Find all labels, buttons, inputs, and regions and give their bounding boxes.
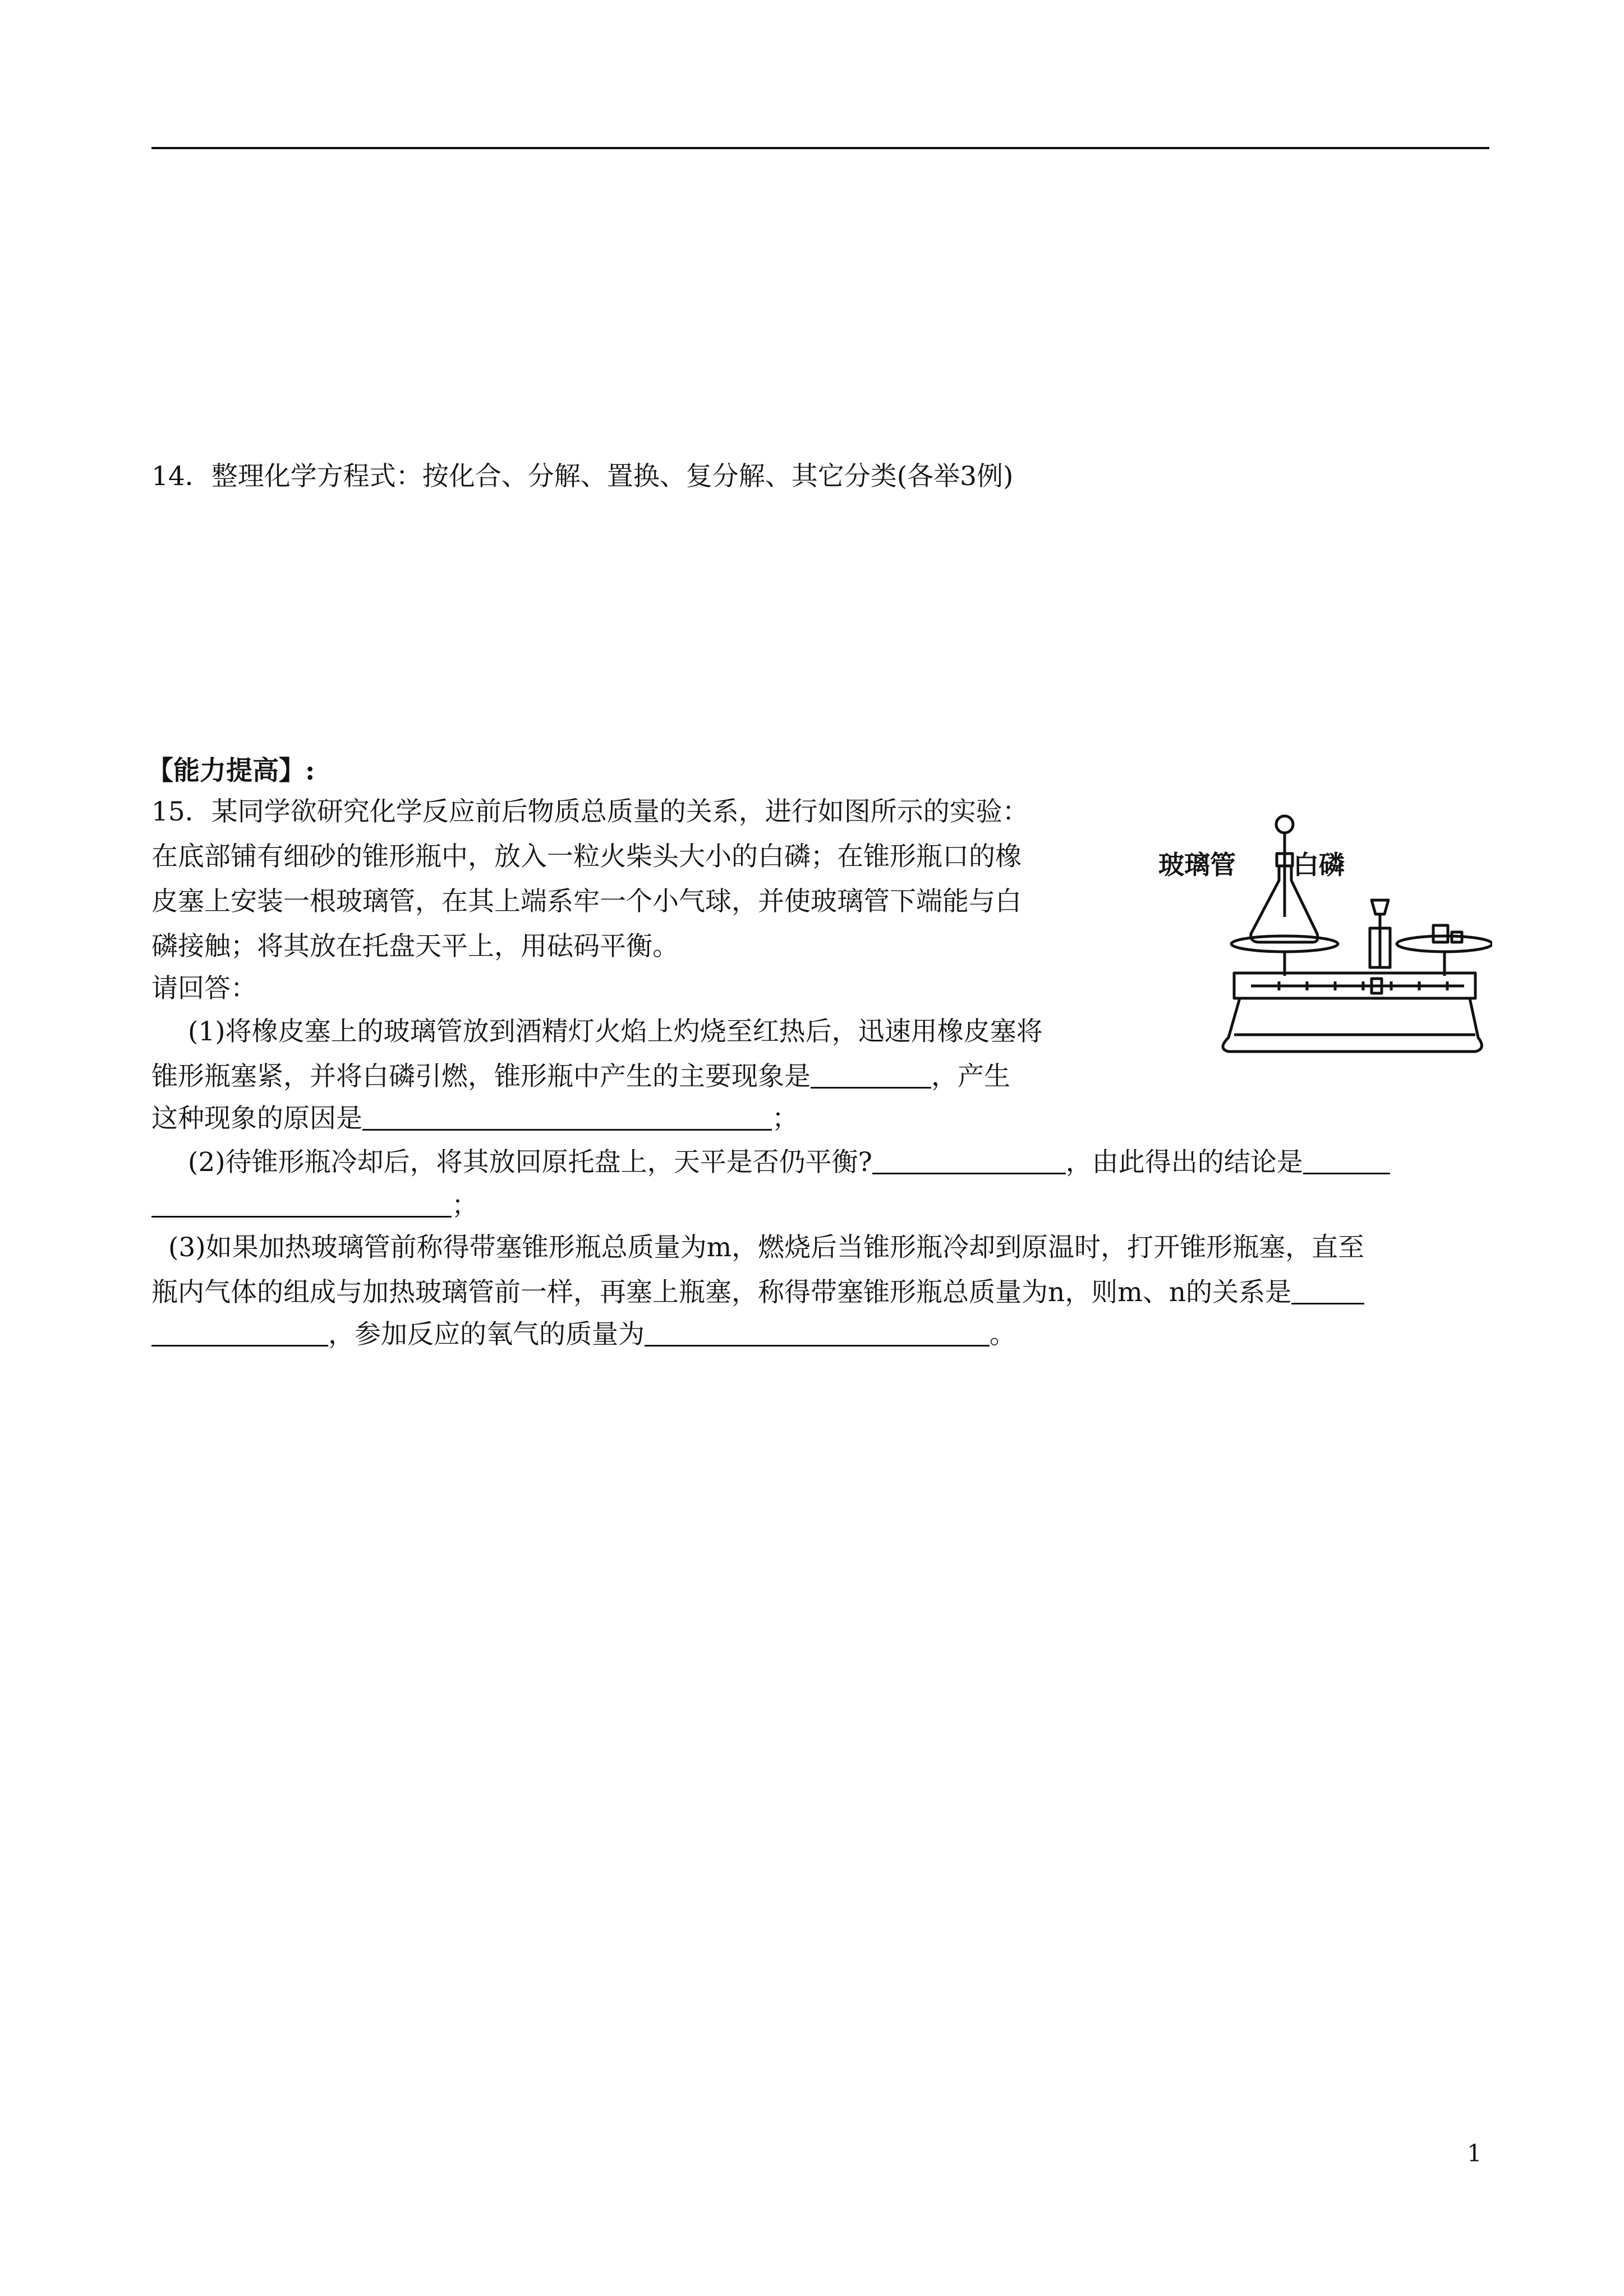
section-title: 【能力提高】:	[147, 755, 315, 786]
q15-part2-text-a: (2)待锥形瓶冷却后，将其放回原托盘上，天平是否仍平衡?	[188, 1147, 872, 1178]
left-pan-shape	[1231, 936, 1338, 952]
q15-line-1: 15．某同学欲研究化学反应前后物质总质量的关系，进行如图所示的实验：	[151, 796, 1029, 827]
q15-line-4: 磷接触；将其放在托盘天平上，用砝码平衡。	[151, 931, 679, 962]
answer-blank-relation-start[interactable]	[1291, 1278, 1364, 1304]
label-glass-tube: 玻璃管	[1158, 850, 1236, 880]
balance-apparatus-figure	[1150, 808, 1492, 1060]
q15-part2-text-c: ；	[452, 1190, 478, 1221]
answer-blank-reason[interactable]	[362, 1104, 772, 1131]
q15-part1-line-1: (1)将橡皮塞上的玻璃管放到酒精灯火焰上灼烧至红热后，迅速用橡皮塞将	[188, 1016, 1043, 1047]
q15-part3-line-1: (3)如果加热玻璃管前称得带塞锥形瓶总质量为m，燃烧后当锥形瓶冷却到原温时，打开锥形瓶塞，直至	[168, 1232, 1365, 1263]
q15-part1-text-a: 锥形瓶塞紧，并将白磷引燃，锥形瓶中产生的主要现象是	[151, 1061, 811, 1092]
q15-part2-line-2	[151, 1189, 478, 1223]
q15-part3-line-3	[151, 1318, 1016, 1352]
header-rule	[151, 147, 1489, 149]
q15-part3-text-b: ，参加反应的氧气的质量为	[328, 1319, 645, 1350]
q15-part1-text-d: ；	[772, 1103, 798, 1134]
q15-part1-line-3	[151, 1102, 798, 1136]
answer-blank-balance[interactable]	[872, 1148, 1066, 1174]
weight-shape	[1433, 925, 1448, 942]
label-white-phosphorus: 白磷	[1293, 850, 1345, 880]
balance-base-shape	[1223, 998, 1482, 1052]
q15-line-5: 请回答：	[151, 973, 257, 1004]
answer-blank-relation[interactable]	[151, 1320, 328, 1347]
question-14: 14．整理化学方程式：按化合、分解、置换、复分解、其它分类(各举3例)	[151, 461, 1014, 492]
q15-part1-text-c: 这种现象的原因是	[151, 1103, 362, 1134]
q15-part2-line-1	[188, 1146, 1390, 1179]
pointer-holder-shape	[1372, 900, 1388, 914]
q15-part2-text-b: ，由此得出的结论是	[1065, 1147, 1303, 1178]
q15-line-3: 皮塞上安装一根玻璃管，在其上端系牢一个小气球，并使玻璃管下端能与白	[151, 886, 1022, 917]
answer-blank-oxygen-mass[interactable]	[645, 1320, 990, 1347]
page-number: 1	[1467, 2140, 1482, 2167]
balloon-shape	[1276, 816, 1293, 833]
q15-part3-line-2	[151, 1276, 1364, 1310]
right-pan-shape	[1397, 936, 1492, 952]
answer-blank-conclusion[interactable]	[151, 1191, 452, 1218]
q15-part1-text-b: ，产生	[931, 1061, 1010, 1092]
q15-part3-text-a: 瓶内气体的组成与加热玻璃管前一样，再塞上瓶塞，称得带塞锥形瓶总质量为n，则m、n的关系是	[151, 1277, 1292, 1308]
q15-part1-line-2	[151, 1060, 1010, 1094]
answer-blank-phenomenon[interactable]	[811, 1062, 931, 1089]
answer-blank-conclusion-start[interactable]	[1303, 1148, 1390, 1174]
q15-line-2: 在底部铺有细砂的锥形瓶中，放入一粒火柴头大小的白磷；在锥形瓶口的橡	[151, 841, 1022, 872]
q15-part3-text-c: 。	[990, 1319, 1016, 1350]
